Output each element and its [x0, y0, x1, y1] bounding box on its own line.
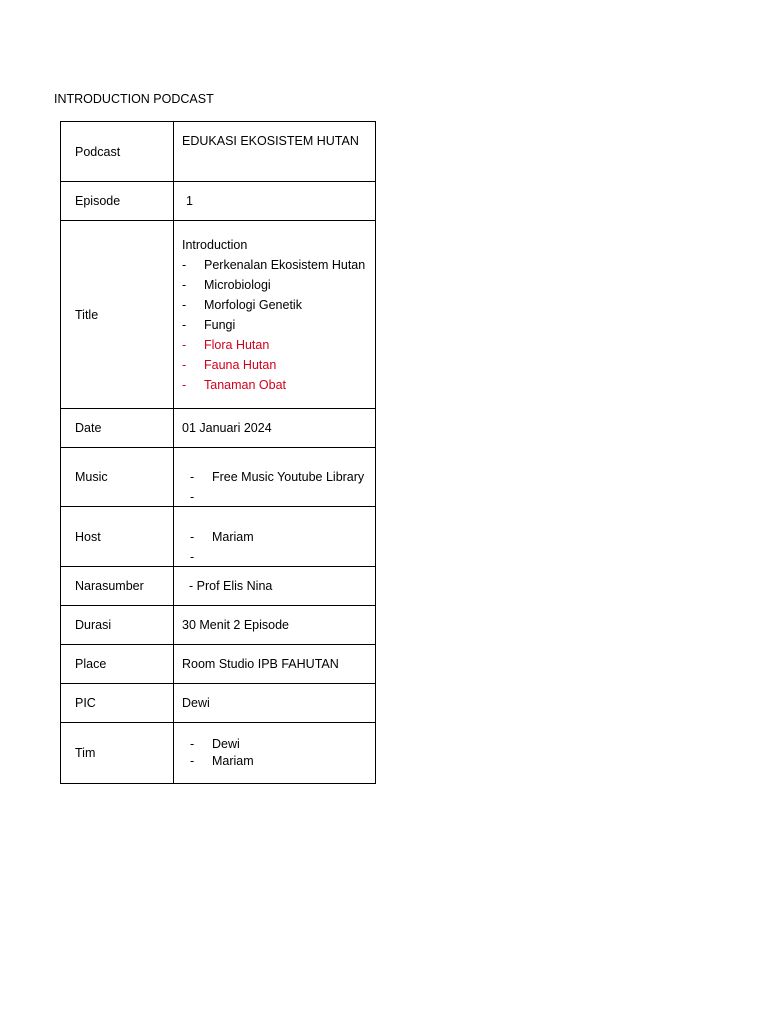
topic-item-highlight: - Fauna Hutan: [182, 355, 371, 375]
topic-item-highlight: - Tanaman Obat: [182, 375, 371, 395]
label-podcast: Podcast: [61, 122, 174, 182]
row-episode: [61, 182, 376, 221]
label-place: Place: [61, 645, 174, 684]
tim-list: [182, 736, 371, 770]
list-item: - Dewi: [182, 736, 371, 753]
value-podcast: EDUKASI EKOSISTEM HUTAN: [174, 122, 376, 182]
value-durasi: 30 Menit 2 Episode: [174, 606, 376, 645]
label-tim: Tim: [61, 723, 174, 784]
value-tim: [174, 723, 376, 784]
topic-item-highlight: - Flora Hutan: [182, 335, 371, 355]
row-date: [61, 409, 376, 448]
episode-number: 1: [186, 194, 193, 208]
label-narasumber: Narasumber: [61, 567, 174, 606]
narasumber-name: - Prof Elis Nina: [189, 579, 273, 593]
label-durasi: Durasi: [61, 606, 174, 645]
label-music: Music: [61, 448, 174, 507]
row-host: [61, 507, 376, 567]
value-host: [174, 507, 376, 567]
title-topic-list: [182, 255, 371, 395]
topic-item: - Fungi: [182, 315, 371, 335]
row-durasi: [61, 606, 376, 645]
row-place: [61, 645, 376, 684]
value-narasumber: [174, 567, 376, 606]
row-narasumber: [61, 567, 376, 606]
topic-item: - Microbiologi: [182, 275, 371, 295]
title-intro: Introduction: [182, 237, 248, 252]
music-list: [182, 467, 371, 487]
row-pic: [61, 684, 376, 723]
host-list: [182, 527, 371, 547]
topic-item: - Perkenalan Ekosistem Hutan: [182, 255, 371, 275]
value-episode: [174, 182, 376, 221]
label-date: Date: [61, 409, 174, 448]
label-title: Title: [61, 221, 174, 409]
value-place: Room Studio IPB FAHUTAN: [174, 645, 376, 684]
list-item: - Free Music Youtube Library: [182, 467, 371, 487]
value-music: [174, 448, 376, 507]
value-date: 01 Januari 2024: [174, 409, 376, 448]
list-item: - Mariam: [182, 753, 371, 770]
row-music: [61, 448, 376, 507]
label-host: Host: [61, 507, 174, 567]
label-episode: Episode: [61, 182, 174, 221]
value-title: [174, 221, 376, 409]
topic-item: - Morfologi Genetik: [182, 295, 371, 315]
row-tim: [61, 723, 376, 784]
podcast-info-table: [60, 121, 376, 784]
value-pic: Dewi: [174, 684, 376, 723]
row-title: [61, 221, 376, 409]
row-podcast: [61, 122, 376, 182]
document-title: INTRODUCTION PODCAST: [54, 92, 214, 106]
list-item: - Mariam: [182, 527, 371, 547]
label-pic: PIC: [61, 684, 174, 723]
